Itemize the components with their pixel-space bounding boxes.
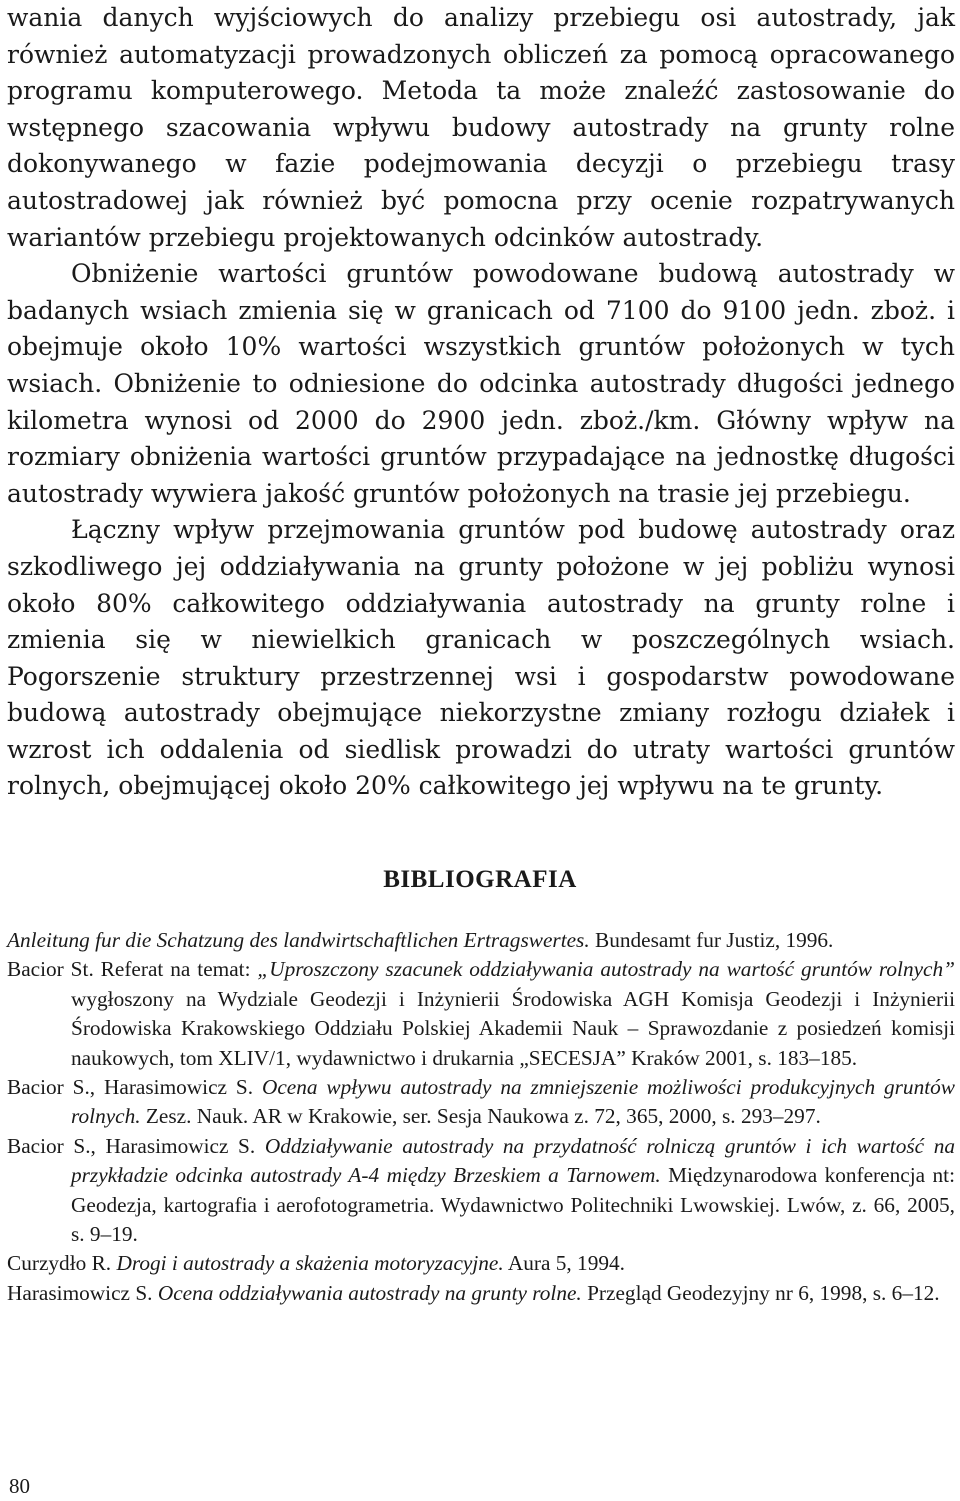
paragraph-2: Obniżenie wartości gruntów powodowane budową autostrady w badanych wsiach zmienia się w granicach od 7100 do 9100 jedn. zboż. i obejmuje około 10% wartości wszystkich gruntów położonych w tych wsiach. Obniżenie to odniesione do odcinka autostrady długości jednego kilometra wynosi od 2000 do 2900 jedn. zboż./km. Główny wpływ na rozmiary obniżenia wartości gruntów przypadające na jednostkę długości autostrady wywiera jakość gruntów położonych na trasie jej przebiegu. — [7, 259, 955, 508]
bibliography-heading: BIBLIOGRAFIA — [383, 866, 577, 893]
entry-title: Ocena oddziaływania autostrady na grunty rolne. — [157, 1280, 582, 1305]
page-number: 80 — [9, 1474, 30, 1498]
entry-details: Przegląd Geodezyjny nr 6, 1998, s. 6–12. — [581, 1280, 940, 1305]
entry-author: Bacior S., Harasimowicz S. — [7, 1075, 262, 1100]
paragraph-1: wania danych wyjściowych do analizy przebiegu osi autostrady, jak również automatyzacji prowadzonych obliczeń za pomocą opracowanego programu komputerowego. Metoda ta może znaleźć zastosowanie do wstępnego szacowania wpływu budowy autostrady na grunty rolne dokonywanego w fazie podejmowania decyzji o przebiegu trasy autostradowej jak również być pomocna przy ocenie rozpatrywanych wariantów przebiegu projektowanych odcinków autostrady. — [7, 3, 955, 252]
entry-title: Drogi i autostrady a skażenia motoryzacyjne. — [116, 1251, 504, 1276]
entry-author: Bacior S., Harasimowicz S. — [7, 1133, 265, 1158]
entry-author: Curzydło R. — [7, 1251, 117, 1276]
bibliography-entry — [7, 1249, 955, 1278]
bibliography-entry — [7, 955, 955, 1073]
main-text — [7, 0, 955, 805]
entry-title: Ocena wpływu autostrady na zmniejszenie możliwości produkcyjnych gruntów rolnych. — [71, 1075, 955, 1129]
bibliography-list — [7, 926, 955, 1308]
entry-title: „Uproszczony szacunek oddziaływania autostrady na wartość gruntów rolnych” — [257, 957, 955, 982]
entry-details: Zesz. Nauk. AR w Krakowie, ser. Sesja Naukowa z. 72, 365, 2000, s. 293–297. — [140, 1104, 821, 1129]
paragraph-3: Łączny wpływ przejmowania gruntów pod budowę autostrady oraz szkodliwego jej oddziaływania na grunty położone w jej pobliżu wynosi około 80% całkowitego oddziaływania autostrady na grunty rolne i zmienia się w niewielkich granicach w poszczególnych wsiach. Pogorszenie struktury przestrzennej wsi i gospodarstw powodowane budową autostrady obejmujące niekorzystne zmiany rozłogu działek i wzrost ich oddalenia od siedlisk prowadzi do utraty wartości gruntów rolnych, obejmującej około 20% całkowitego jej wpływu na te grunty. — [7, 515, 955, 801]
entry-author: Bacior St. Referat na temat: — [7, 957, 258, 982]
page-body — [7, 0, 955, 805]
entry-author: Harasimowicz S. — [7, 1280, 158, 1305]
bibliography-entry — [7, 926, 955, 955]
entry-details: Bundesamt fur Justiz, 1996. — [589, 928, 834, 952]
entry-details: Aura 5, 1994. — [503, 1251, 625, 1276]
entry-details: wygłoszony na Wydziale Geodezji i Inżynierii Środowiska AGH Komisja Geodezji i Inżynierii Środowiska Krakowskiego Oddziału Polskiej Akademii Nauk – Sprawozdanie z posiedzeń komisji naukowych, tom XLIV/1, wydawnictwo i drukarnia „SECESJA” Kraków 2001, s. 183–185. — [71, 986, 955, 1070]
bibliography-entry — [7, 1279, 955, 1308]
bibliography-entry — [7, 1132, 955, 1250]
entry-details: Międzynarodowa konferencja nt: Geodezja, kartografia i aerofotogrametria. Wydawnictwo Politechniki Lwowskiej. Lwów, z. 66, 2005, s. 9–19. — [71, 1163, 955, 1247]
bibliography-entry — [7, 1073, 955, 1132]
entry-title: Anleitung fur die Schatzung des landwirtschaftlichen Ertragswertes. — [7, 928, 590, 952]
entry-title: Oddziaływanie autostrady na przydatność rolniczą gruntów i ich wartość na przykładzie odcinka autostrady A-4 między Brzeskiem a Tarnowem. — [71, 1133, 956, 1188]
